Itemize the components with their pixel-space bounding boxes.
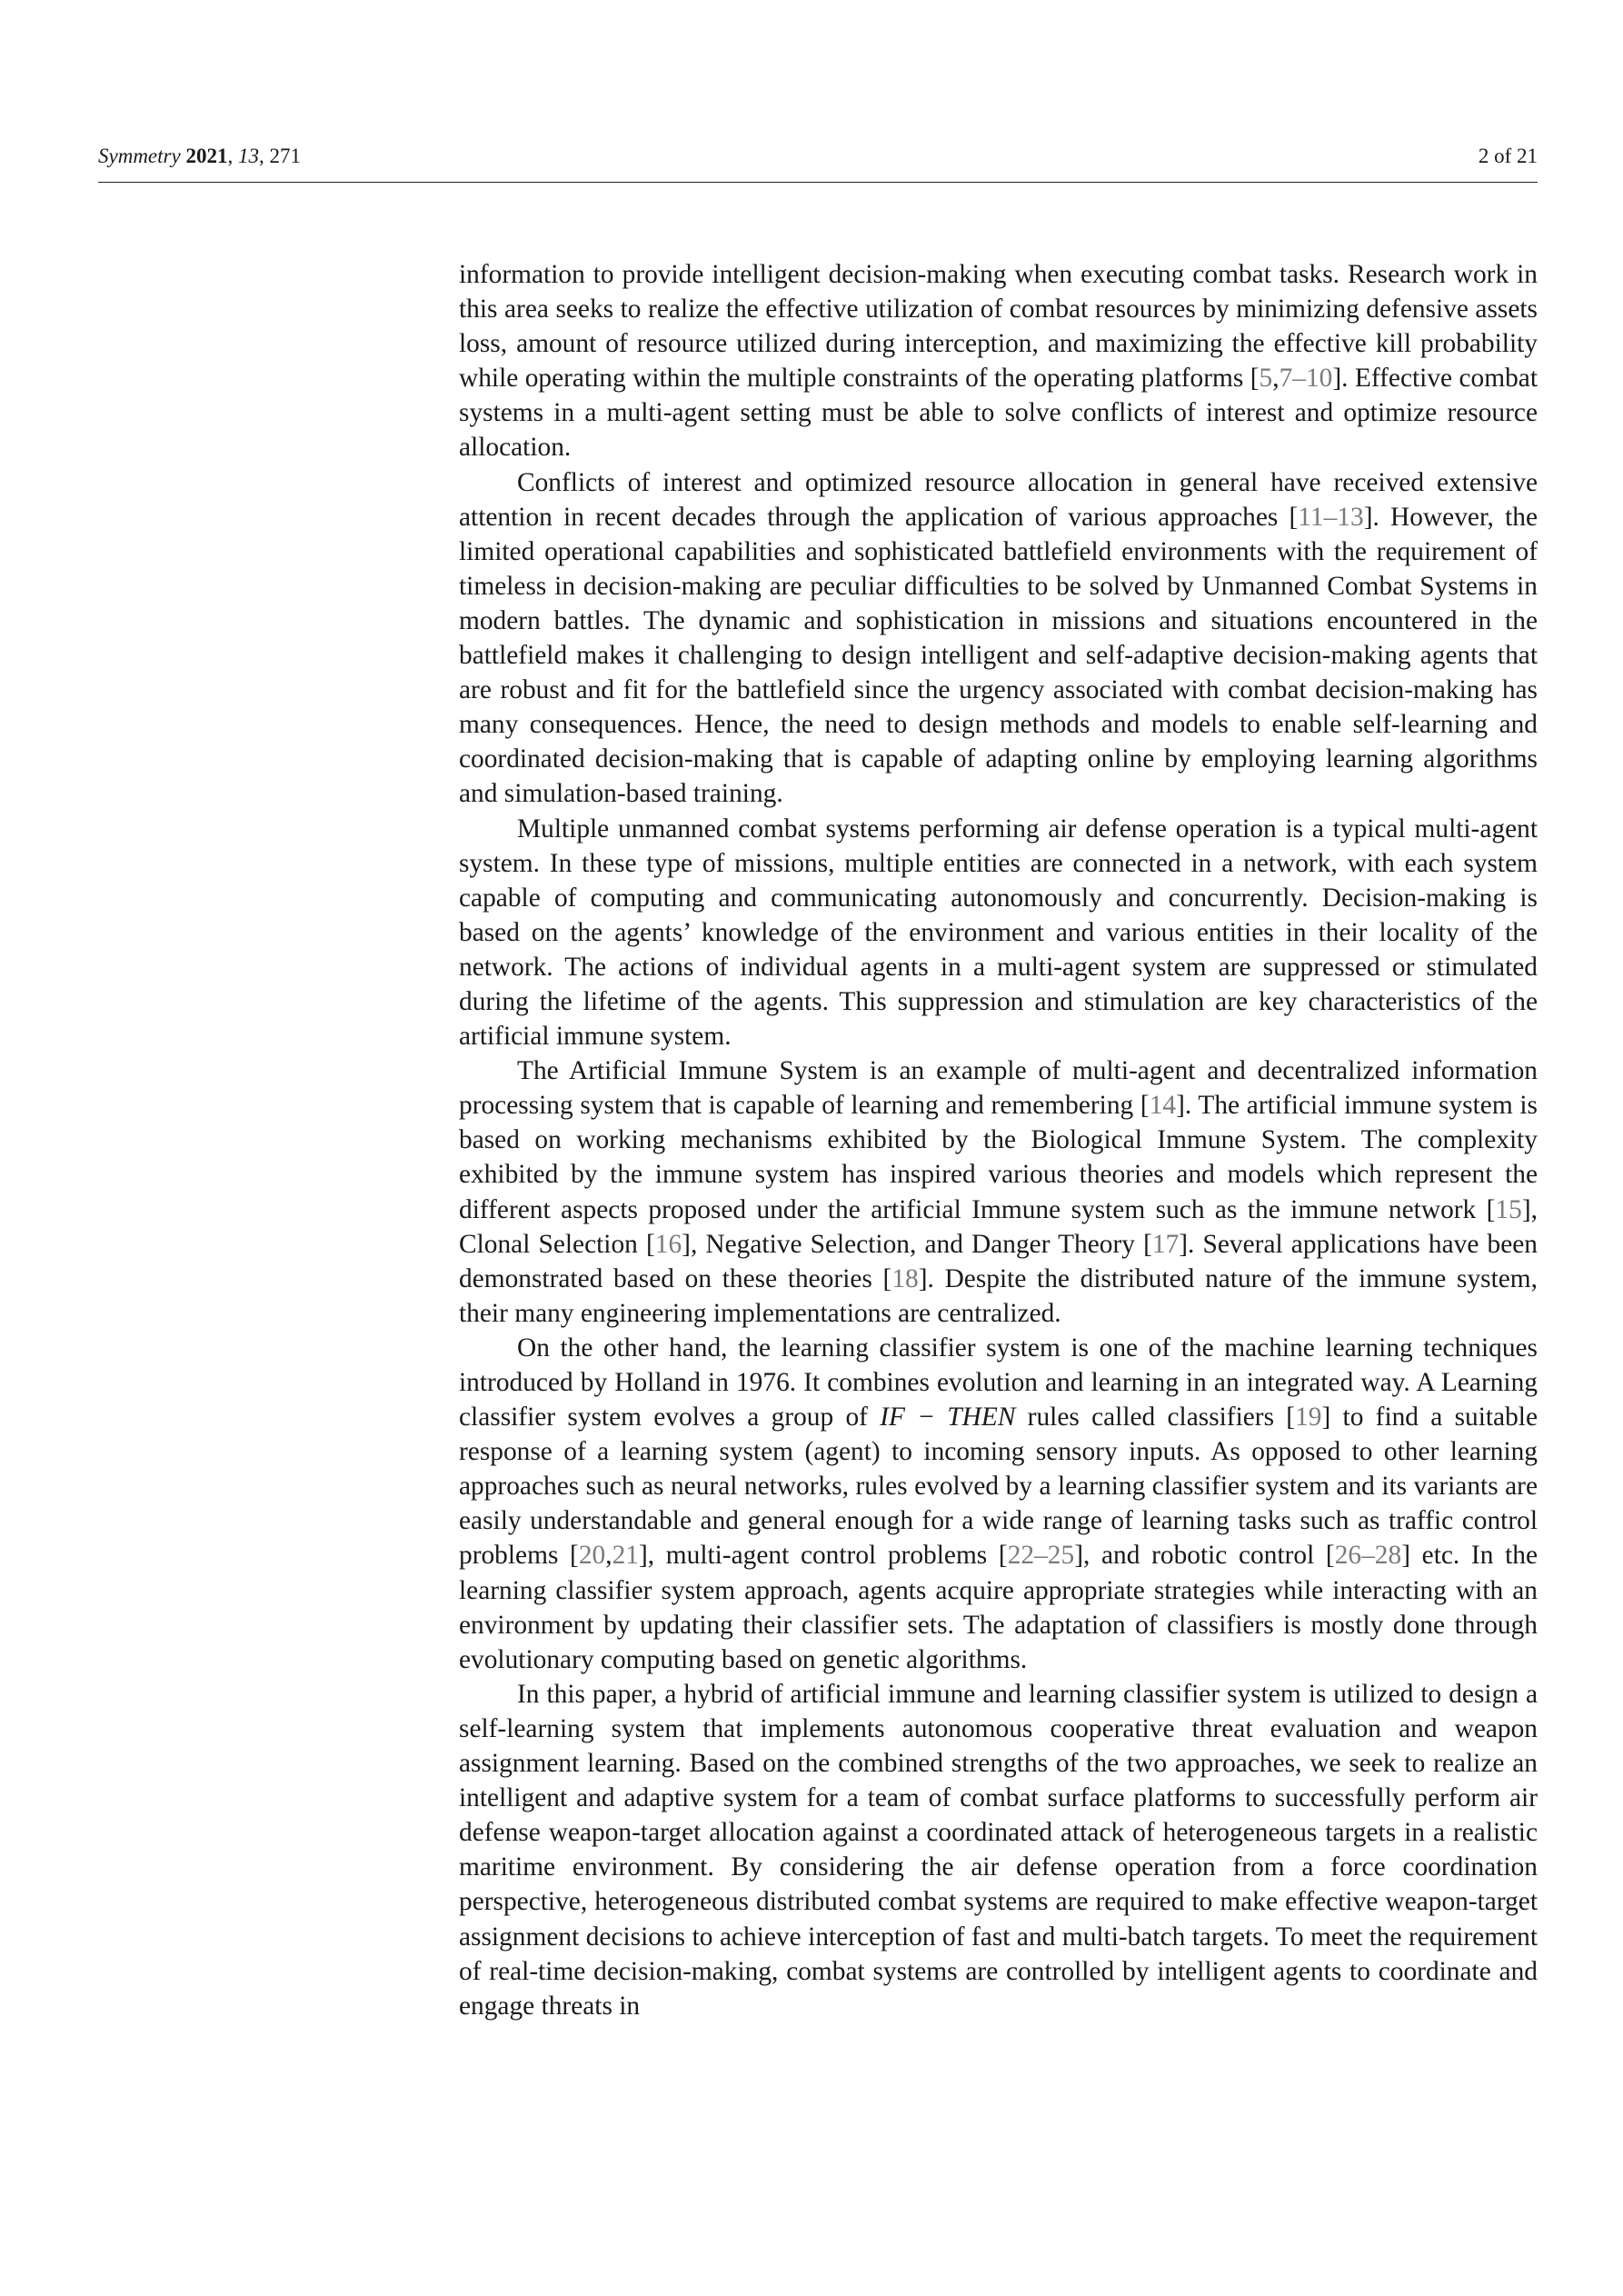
text-run: ]. Despite the distributed nature of the immune system, their many engineering implementations are centralized. (459, 1263, 1538, 1328)
journal-citation: Symmetry 2021, 13, 271 (98, 145, 301, 167)
journal-volume: 13 (237, 145, 259, 167)
text-run: ], and robotic control [ (1074, 1541, 1335, 1571)
journal-name: Symmetry (98, 145, 181, 167)
citation-link[interactable]: 18 (891, 1263, 919, 1293)
header-rule (98, 182, 1538, 183)
journal-year: 2021 (185, 145, 228, 167)
paragraph (459, 812, 1538, 1054)
citation-link[interactable]: 19 (1295, 1403, 1322, 1433)
text-run: ]. Several applications have been demonstrated based on these theories [ (459, 1229, 1538, 1293)
text-run: Multiple unmanned combat systems performing air defense operation is a typical multi-agent system. In these type of missions, multiple entities are connected in a network, with each system capable of computing and communicating autonomously and concurrently. Decision-making is based on the agents’ knowledge of the environment and various entities in their locality of the network. The actions of individual agents in a multi-agent system are suppressed or stimulated during the lifetime of the agents. This suppression and stimulation are key characteristics of the artificial immune system. (459, 814, 1538, 1052)
running-header (98, 138, 1538, 175)
citation-link[interactable]: 16 (654, 1229, 682, 1259)
text-run: Conflicts of interest and optimized resource allocation in general have received extensive attention in recent decades through the application of various approaches [ (459, 467, 1538, 532)
text-run: ]. Effective combat systems in a multi-agent setting must be able to solve conflicts of interest and optimize resource allocation. (459, 364, 1538, 463)
citation-link[interactable]: 21 (612, 1541, 639, 1571)
citation-link[interactable]: 17 (1151, 1229, 1180, 1259)
text-run: ], multi-agent control problems [ (638, 1541, 1008, 1571)
text-run: ], Clonal Selection [ (459, 1194, 1538, 1259)
citation-link[interactable]: 20 (578, 1541, 606, 1571)
citation-link[interactable]: 15 (1495, 1194, 1522, 1224)
citation-link[interactable]: 5 (1259, 364, 1273, 394)
text-run: rules called classifiers [ (1015, 1403, 1296, 1433)
text-run: ], Negative Selection, and Danger Theory [ (682, 1229, 1152, 1259)
text-run: , (1272, 364, 1279, 394)
text-run: ] etc. In the learning classifier system approach, agents acquire appropriate strategies while interacting with an environment by updating their classifier sets. The adaptation of classifiers is mostly done through evolutionary computing based on genetic algorithms. (459, 1541, 1538, 1674)
citation-link[interactable]: 11–13 (1298, 502, 1364, 532)
paragraph (459, 257, 1538, 465)
math-expression: IF − THEN (880, 1403, 1016, 1433)
citation-link[interactable]: 7–10 (1279, 364, 1333, 394)
text-run: On the other hand, the learning classifier system is one of the machine learning techniques introduced by Holland in 1976. It combines evolution and learning in an integrated way. A Learning classifier system evolves a group of (459, 1333, 1538, 1433)
text-run: ] to find a suitable response of a learning system (agent) to incoming sensory inputs. As opposed to other learning approaches such as neural networks, rules evolved by a learning classifier system and its variants are easily understandable and general enough for a wide range of learning tasks such as traffic control problems [ (459, 1403, 1538, 1571)
text-run: ]. The artificial immune system is based on working mechanisms exhibited by the Biological Immune System. The complexity exhibited by the immune system has inspired various theories and models which represent the different aspects proposed under the artificial Immune system such as the immune network [ (459, 1091, 1538, 1224)
citation-link[interactable]: 14 (1149, 1091, 1177, 1121)
text-run: In this paper, a hybrid of artificial immune and learning classifier system is utilized to design a self-learning system that implements autonomous cooperative threat evaluation and weapon assignment learning. Based on the combined strengths of the two approaches, we seek to realize an intelligent and adaptive system for a team of combat surface platforms to successfully perform air defense weapon-target allocation against a coordinated attack of heterogeneous targets in a realistic maritime environment. By considering the air defense operation from a force coordination perspective, heterogeneous distributed combat systems are required to make effective weapon-target assignment decisions to achieve interception of fast and multi-batch targets. To meet the requirement of real-time decision-making, combat systems are controlled by intelligent agents to coordinate and engage threats in (459, 1679, 1538, 2021)
citation-link[interactable]: 26–28 (1334, 1541, 1402, 1571)
paragraph (459, 1053, 1538, 1331)
paragraph (459, 1677, 1538, 2023)
text-run: , (605, 1541, 612, 1571)
body-text (459, 257, 1538, 2023)
page-number: 2 of 21 (1478, 145, 1538, 167)
paragraph (459, 465, 1538, 812)
citation-link[interactable]: 22–25 (1007, 1541, 1075, 1571)
paragraph (459, 1331, 1538, 1677)
text-run: The Artificial Immune System is an example of multi-agent and decentralized information processing system that is capable of learning and remembering [ (459, 1056, 1538, 1121)
text-run: information to provide intelligent decision-making when executing combat tasks. Research work in this area seeks to realize the effective utilization of combat resources by minimizing defensive assets loss, amount of resource utilized during interception, and maximizing the effective kill probability while operating within the multiple constraints of the operating platforms [ (459, 260, 1538, 394)
article-number: 271 (269, 145, 301, 167)
text-run: ]. However, the limited operational capabilities and sophisticated battlefield environments with the requirement of timeless in decision-making are peculiar difficulties to be solved by Unmanned Combat Systems in modern battles. The dynamic and sophistication in missions and situations encountered in the battlefield makes it challenging to design intelligent and self-adaptive decision-making agents that are robust and fit for the battlefield since the urgency associated with combat decision-making has many consequences. Hence, the need to design methods and models to enable self-learning and coordinated decision-making that is capable of adapting online by employing learning algorithms and simulation-based training. (459, 502, 1538, 809)
